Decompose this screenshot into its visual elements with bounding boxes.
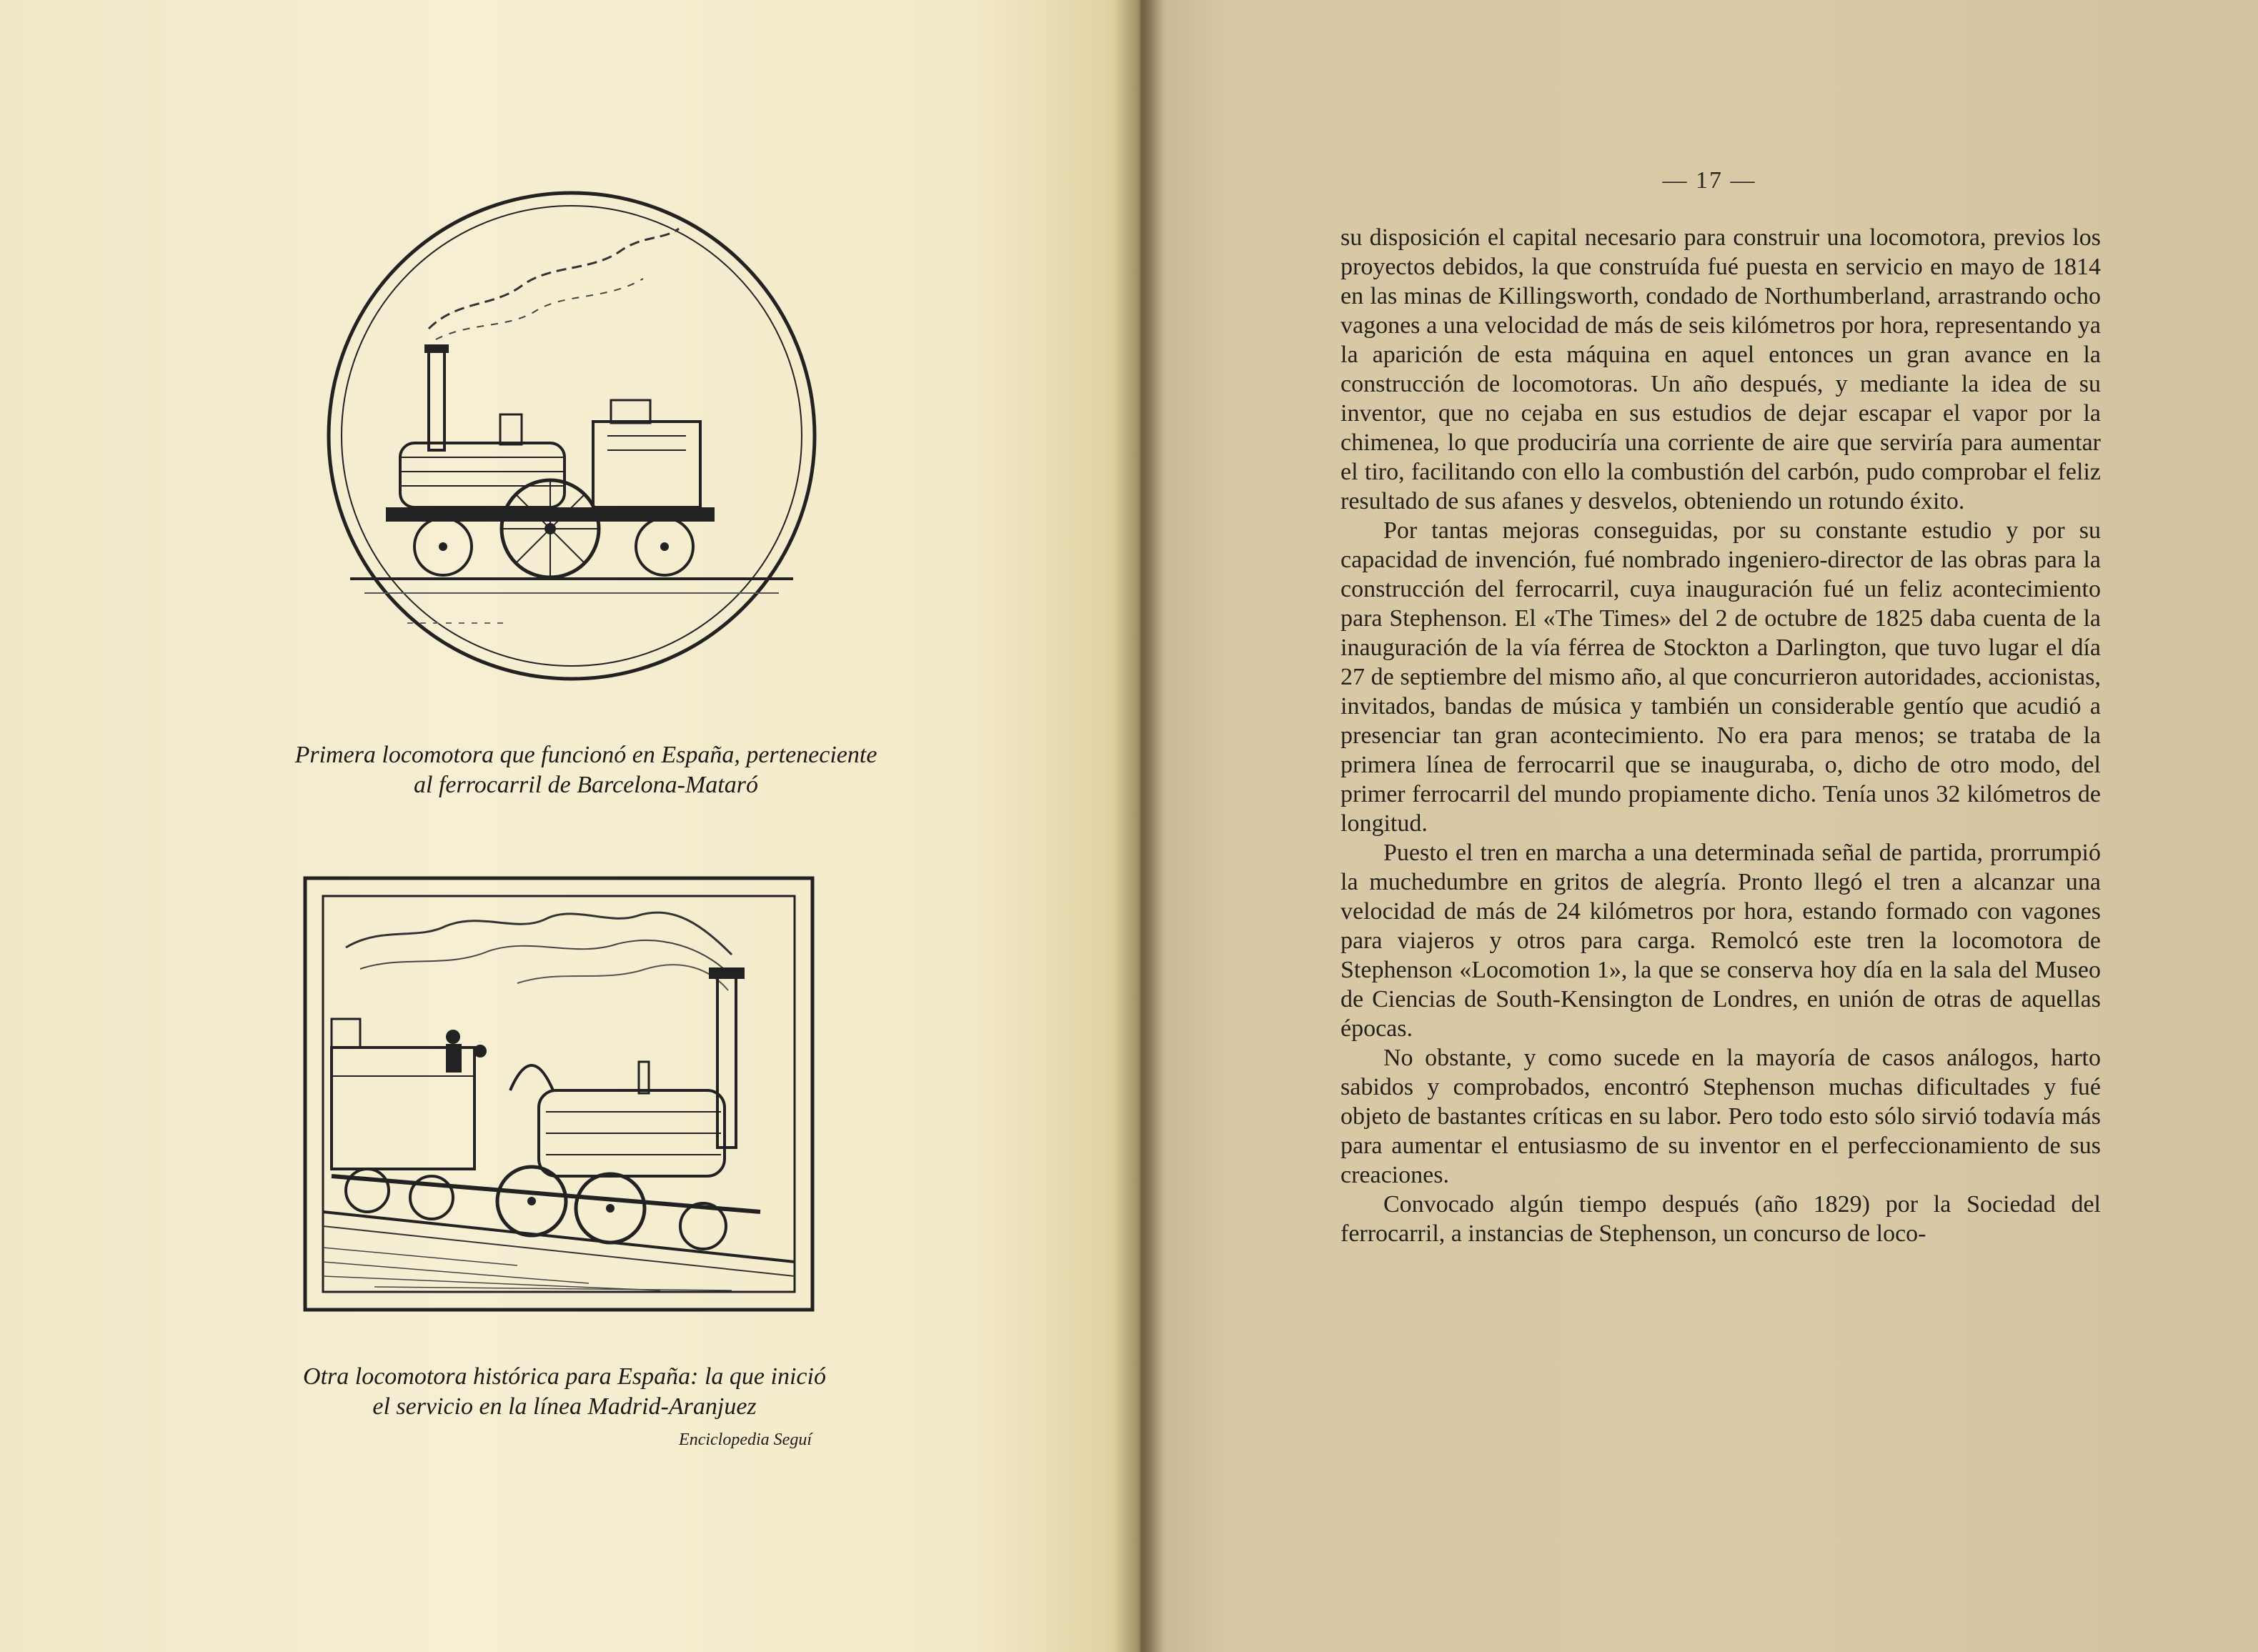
body-text — [1341, 223, 2101, 1248]
figure-caption-2: Otra locomotora histórica para España: la que inició el servicio en la línea Madrid-Aranjuez — [303, 1363, 826, 1420]
paragraph: Por tantas mejoras conseguidas, por su constante estudio y por su capacidad de invención, fué nombrado ingeniero-director de las obras para la construcción del ferrocarril, cuya inauguración fué un feliz acontecimiento para Stephenson. El «The Times» del 2 de octubre de 1825 daba cuenta de la inauguración de la vía férrea de Stockton a Darlington, que tuvo lugar el día 27 de septiembre del mismo año, al que concurrieron autoridades, accionistas, invitados, bandas de música y también un considerable gentío que acudió a presenciar tan gran acontecimiento. No era para menos; se trataba de la primera línea de ferrocarril que se inauguraba, o, dicho de otro modo, del primer ferrocarril del mundo propiamente dicho. Tenía unos 32 kilómetros de longitud. — [1341, 517, 2101, 837]
page-number: — 17 — — [1662, 167, 1756, 194]
locomotive-engraving-icon — [322, 186, 822, 686]
paragraph: Convocado algún tiempo después (año 1829) por la Sociedad del ferrocarril, a instancias de Stephenson, un concurso de loco- — [1341, 1191, 2101, 1247]
paragraph: Puesto el tren en marcha a una determinada señal de partida, prorrumpió la muchedumbre en gritos de alegría. Pronto llegó el tren a alcanzar una velocidad de más de 24 kilómetros por hora, estando formado con vagones para viajeros y otros para carga. Remolcó este tren la locomotora de Stephenson «Locomotion 1», la que se conserva hoy día en la sala del Museo de Ciencias de South-Kensington de Londres, en unión de otras de aquellas épocas. — [1341, 840, 2101, 1042]
source-credit: Enciclopedia Seguí — [679, 1430, 812, 1449]
figure-caption-1: Primera locomotora que funcionó en España, perteneciente al ferrocarril de Barcelona-Mataró — [294, 742, 877, 798]
locomotive-train-engraving-icon — [303, 876, 815, 1312]
paragraph: No obstante, y como sucede en la mayoría de casos análogos, harto sabidos y comprobados, encontró Stephenson muchas dificultades y fué objeto de bastantes críticas en su labor. Pero todo esto sólo sirvió todavía más para aumentar el entusiasmo de su inventor en el perfeccionamiento de sus creaciones. — [1341, 1045, 2101, 1188]
book-gutter — [1115, 0, 1165, 1652]
paragraph: su disposición el capital necesario para construir una locomotora, previos los proyectos debidos, la que construída fué puesta en servicio en mayo de 1814 en las minas de Killingsworth, condado de Northumberland, arrastrando ocho vagones a una velocidad de más de seis kilómetros por hora, representando ya la aparición de esta máquina en aquel entonces un gran avance en la construcción de locomotoras. Un año después, y mediante la idea de su inventor, que no cejaba en sus estudios de dejar escapar el vapor por la chimenea, lo que produciría una corriente de aire que serviría para aumentar el tiro, facilitando con ello la combustión del carbón, pudo comprobar el feliz resultado de sus afanes y desvelos, obteniendo un rotundo éxito. — [1341, 224, 2101, 514]
